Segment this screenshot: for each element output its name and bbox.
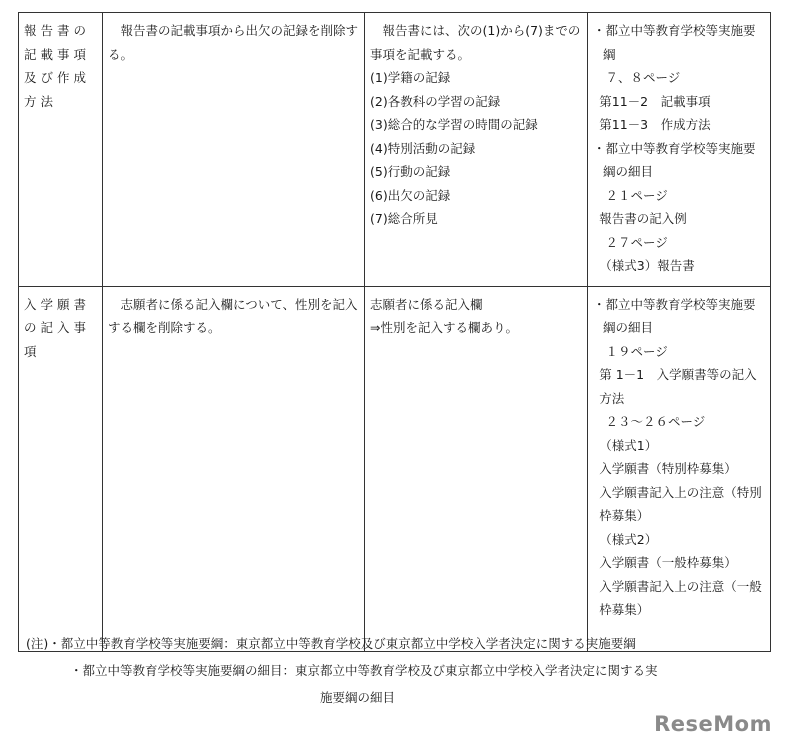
reference-line: 第 1－1 入学願書等の記入方法 (599, 367, 757, 406)
reference-title: ・都立中等教育学校等実施要綱の細目 (593, 140, 756, 179)
list-item: (5)行動の記録 (370, 164, 451, 179)
change-cell (103, 286, 365, 651)
reference-line: 入学願書（特別枠募集） (599, 461, 737, 476)
reference-title: ・都立中等教育学校等実施要綱の細目 (593, 296, 756, 335)
reference-line: ２７ページ (605, 234, 668, 250)
document-table (18, 12, 771, 652)
list-item: (3)総合的な学習の時間の記録 (370, 117, 538, 132)
reference-line: （様式3）報告書 (599, 258, 695, 273)
item-cell: 入学願書の記入事項 (19, 286, 103, 651)
list-item: (1)学籍の記録 (370, 70, 451, 85)
current-intro: 報告書には、次の(1)から(7)までの事項を記載する。 (370, 23, 581, 62)
table-row (19, 286, 771, 651)
reference-title: ・都立中等教育学校等実施要綱 (593, 23, 756, 62)
change-text: 志願者に係る記入欄について、性別を記入する欄を削除する。 (108, 296, 358, 335)
current-cell (365, 13, 588, 287)
current-line: ⇒性別を記入する欄あり。 (370, 320, 518, 335)
list-item: (2)各教科の学習の記録 (370, 93, 501, 109)
reference-line: 第11－3 作成方法 (599, 117, 711, 132)
reference-line: （様式2） (599, 531, 658, 547)
change-text: 報告書の記載事項から出欠の記録を削除する。 (108, 23, 359, 62)
notes (26, 630, 636, 657)
note-line: ・都立中等教育学校等実施要綱の細目：東京都立中等教育学校及び東京都立中学校入学者決定に関する実 (70, 663, 658, 678)
list-item: (6)出欠の記録 (370, 187, 451, 203)
reference-line: 入学願書（一般枠募集） (599, 555, 737, 570)
change-cell (103, 13, 365, 287)
reference-line: 第11－2 記載事項 (599, 93, 711, 109)
reference-line: （様式1） (599, 437, 658, 453)
reference-cell (588, 286, 771, 651)
item-cell: 報告書の記載事項及び作成方法 (19, 13, 103, 287)
note-line: ・都立中等教育学校等実施要綱：東京都立中等教育学校及び東京都立中学校入学者決定に関する実施要綱 (48, 636, 636, 651)
reference-line: ７、８ページ (605, 70, 681, 85)
current-line: 志願者に係る記入欄 (370, 296, 483, 312)
resemom-logo: ReseMom (654, 712, 772, 736)
list-item: (7)総合所見 (370, 211, 438, 226)
list-item: (4)特別活動の記録 (370, 140, 476, 156)
reference-cell (588, 13, 771, 287)
reference-line: 入学願書記入上の注意（一般枠募集） (599, 578, 762, 617)
reference-line: 報告書の記入例 (599, 211, 687, 226)
table-row (19, 13, 771, 287)
reference-line: ２３～２６ページ (605, 414, 706, 429)
note-line: 施要綱の細目 (320, 690, 396, 705)
notes-prefix: (注) (26, 636, 49, 651)
current-cell (365, 286, 588, 651)
reference-line: ２１ページ (605, 187, 668, 203)
reference-line: 入学願書記入上の注意（特別枠募集） (599, 484, 762, 523)
reference-line: １９ページ (605, 343, 668, 359)
